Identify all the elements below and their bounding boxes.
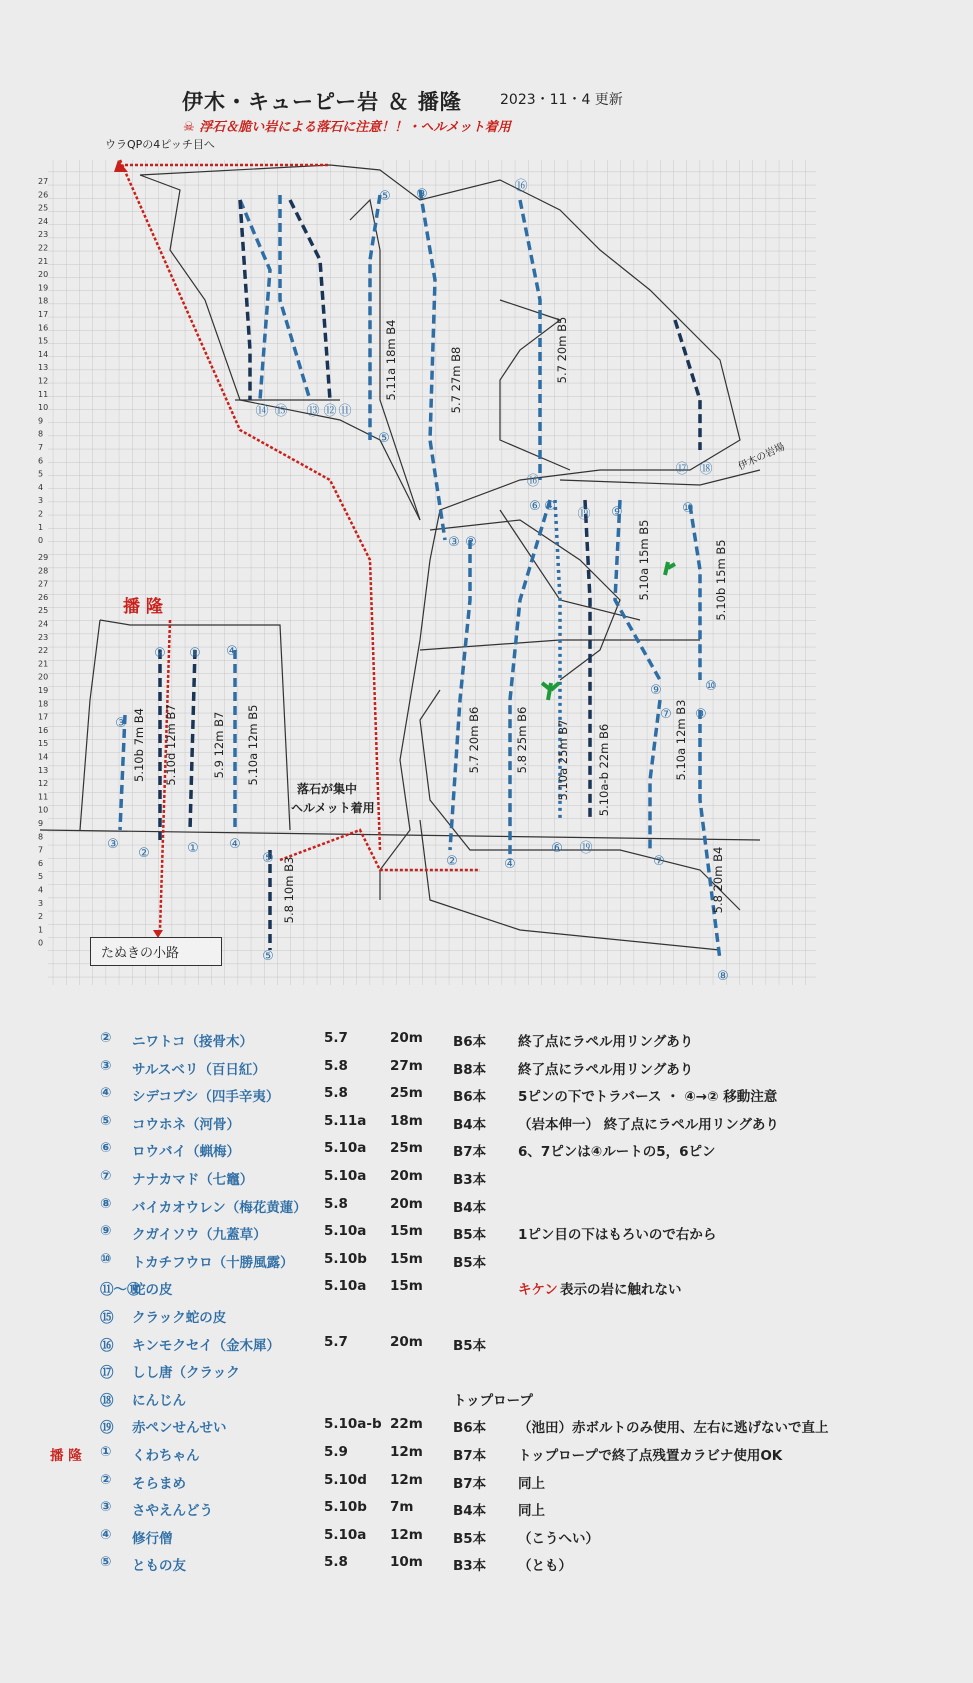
- legend-bolts: B3本: [453, 1558, 487, 1575]
- tanuki-trail-label: たぬきの小路: [90, 937, 222, 966]
- legend-row: [0, 1140, 973, 1164]
- marker-8: ⑧: [695, 707, 707, 722]
- legend-note: （池田）赤ボルトのみ使用、左右に逃げないで直上: [518, 1420, 829, 1437]
- legend-route-number: ②: [100, 1030, 112, 1046]
- axis-tick: 1: [38, 522, 44, 532]
- axis-tick: 2: [38, 912, 44, 922]
- legend-route-number: ③: [100, 1499, 112, 1516]
- legend-row: [0, 1361, 973, 1385]
- axis-tick: 8: [38, 429, 44, 439]
- axis-tick: 19: [38, 283, 49, 293]
- axis-tick: 4: [38, 482, 44, 492]
- legend-route-number: ②: [100, 1471, 112, 1488]
- legend-bolts: B6本: [453, 1034, 487, 1050]
- legend-row: [0, 1444, 973, 1468]
- legend-row: [0, 1472, 973, 1496]
- update-date: 2023・11・4 更新: [500, 92, 623, 108]
- legend-length: 12m: [390, 1526, 423, 1543]
- legend-route-name: ニワトコ（接骨木）: [132, 1034, 253, 1050]
- marker-3: ③: [416, 187, 428, 202]
- legend-route-number: ⑤: [100, 1112, 112, 1129]
- marker-19: ⑲: [577, 507, 591, 522]
- axis-tick: 16: [38, 725, 49, 735]
- axis-tick: 11: [38, 792, 49, 802]
- axis-tick: 10: [38, 805, 49, 815]
- axis-tick: 14: [38, 349, 49, 359]
- axis-tick: 26: [38, 592, 49, 602]
- route-grade-label: 5.11a 18m B4: [384, 319, 398, 401]
- h-marker-2b: ②: [138, 846, 150, 861]
- axis-tick: 23: [38, 230, 49, 240]
- legend-note: 同上: [518, 1503, 545, 1520]
- legend-grade: 5.8: [324, 1554, 348, 1571]
- legend-grade: 5.10a: [324, 1278, 367, 1295]
- legend-row: [0, 1251, 973, 1275]
- route-grade-label: 5.7 20m B5: [555, 316, 569, 384]
- axis-tick: 25: [38, 203, 49, 213]
- h-marker-1b: ①: [187, 841, 199, 856]
- h-marker-4: ④: [226, 644, 238, 659]
- legend-row: [0, 1085, 973, 1109]
- helmet-label: ヘルメット着用: [291, 801, 375, 815]
- legend-row: [0, 1499, 973, 1523]
- marker-2: ②: [465, 535, 477, 550]
- marker-8b: ⑧: [717, 969, 729, 984]
- legend-length: 27m: [390, 1057, 423, 1074]
- route-grade-label: 5.10a 12m B5: [246, 704, 260, 786]
- harutaka-label: 播 隆: [123, 597, 163, 617]
- axis-tick: 18: [38, 296, 49, 306]
- legend-route-name: 修行僧: [132, 1530, 173, 1547]
- legend-route-number: ③: [100, 1057, 112, 1074]
- legend-route-name: ナナカマド（七竈）: [132, 1172, 254, 1188]
- legend-grade: 5.8: [324, 1057, 348, 1074]
- h-marker-3: ③: [115, 716, 127, 731]
- marker-10: ⑩: [682, 501, 694, 516]
- legend-length: 15m: [390, 1223, 423, 1240]
- legend-grade: 5.8: [324, 1085, 348, 1102]
- marker-16b: ⑯: [526, 474, 540, 489]
- legend-bolts: B5本: [453, 1530, 487, 1547]
- axis-tick: 9: [38, 416, 44, 426]
- legend-length: 12m: [390, 1471, 423, 1488]
- legend-route-name: サルスベリ（百日紅）: [132, 1061, 266, 1078]
- legend-bolts: B7本: [453, 1475, 487, 1492]
- marker-7b: ⑦: [653, 854, 665, 869]
- legend-bolts: B3本: [453, 1172, 487, 1188]
- legend-note: 5ピンの下でトラバース ・ ④→② 移動注意: [518, 1089, 778, 1106]
- axis-tick: 5: [38, 469, 44, 479]
- legend-row: [0, 1223, 973, 1247]
- route-grade-label: 5.10a 12m B3: [674, 699, 688, 781]
- legend-route-number: ⑯: [100, 1337, 114, 1354]
- marker-18: ⑱: [699, 462, 713, 477]
- legend-route-number: ⑤: [100, 1554, 112, 1571]
- legend-note: 表示の岩に触れない: [560, 1282, 682, 1299]
- legend-route-number: ⑰: [100, 1365, 114, 1382]
- axis-tick: 22: [38, 243, 49, 253]
- route-grade-label: 5.10a 15m B5: [637, 519, 651, 601]
- legend-length: 15m: [390, 1278, 423, 1295]
- legend-bolts: B4本: [453, 1199, 487, 1216]
- axis-tick: 13: [38, 765, 49, 775]
- axis-tick: 26: [38, 190, 49, 200]
- legend-length: 20m: [390, 1030, 423, 1046]
- axis-tick: 7: [38, 443, 44, 452]
- route-grade-label: 5.10a-b 22m B6: [597, 723, 611, 817]
- legend-length: 10m: [390, 1554, 423, 1571]
- h-marker-4b: ④: [229, 837, 241, 852]
- legend-note: （岩本伸一） 終了点にラペル用リングあり: [518, 1116, 779, 1133]
- legend-row: [0, 1554, 973, 1578]
- axis-tick: 24: [38, 619, 49, 629]
- marker-15: ⑮: [274, 404, 288, 419]
- axis-tick: 0: [38, 938, 44, 948]
- marker-9: ⑨: [611, 505, 623, 520]
- legend-route-number: ①: [100, 1444, 112, 1460]
- legend-note: 1ピン目の下はもろいので右から: [518, 1227, 717, 1244]
- legend-route-number: ⑥: [100, 1140, 112, 1157]
- legend-grade: 5.10a-b: [324, 1416, 382, 1433]
- legend-route-name: くわちゃん: [132, 1448, 200, 1464]
- legend-route-name: シデコブシ（四手辛夷）: [132, 1089, 280, 1106]
- legend-grade: 5.11a: [324, 1112, 367, 1129]
- axis-tick: 17: [38, 310, 49, 319]
- legend-route-name: 蛇の皮: [132, 1282, 173, 1299]
- legend-route-name: クラック蛇の皮: [132, 1310, 227, 1326]
- axis-tick: 7: [38, 845, 44, 855]
- legend-grade: 5.8: [324, 1195, 348, 1212]
- legend-grade: 5.10a: [324, 1140, 367, 1157]
- legend-grade: 5.10a: [324, 1168, 367, 1184]
- marker-7: ⑦: [660, 707, 672, 722]
- route-grade-label: 5.8 10m B3: [282, 856, 296, 924]
- legend-route-name: ロウバイ（蝋梅）: [132, 1144, 240, 1161]
- marker-6: ⑥: [529, 499, 541, 514]
- legend-section: 播 隆: [50, 1448, 82, 1464]
- legend-row: [0, 1058, 973, 1082]
- marker-4: ④: [544, 499, 556, 514]
- legend-note: 終了点にラペル用リングあり: [518, 1061, 694, 1078]
- legend-note: トップロープで終了点残置カラビナ使用OK: [518, 1448, 783, 1464]
- legend-bolts: トップロープ: [453, 1392, 533, 1409]
- legend-bolts: B5本: [453, 1337, 487, 1354]
- marker-4b: ④: [504, 857, 516, 872]
- legend-length: 25m: [390, 1140, 423, 1157]
- axis-tick: 19: [38, 686, 49, 695]
- axis-tick: 4: [38, 885, 44, 895]
- legend-route-number: ⑦: [100, 1168, 112, 1184]
- marker-14: ⑭: [255, 404, 269, 419]
- page-title: 伊木・キューピー岩 ＆ 播隆: [182, 90, 462, 114]
- lower-axis: [38, 553, 48, 948]
- legend-grade: 5.7: [324, 1333, 348, 1350]
- h-marker-1: ①: [189, 646, 201, 661]
- legend-bolts: B4本: [453, 1116, 487, 1133]
- legend-route-name: しし唐（クラック: [132, 1365, 240, 1382]
- marker-11: ⑪: [338, 404, 352, 419]
- axis-tick: 5: [38, 872, 44, 882]
- route-grade-label: 5.8 20m B4: [711, 846, 725, 914]
- axis-tick: 27: [38, 579, 49, 589]
- h-marker-5: ⑤: [262, 851, 274, 866]
- legend-bolts: B7本: [453, 1144, 487, 1161]
- legend-route-number: ④: [100, 1085, 112, 1102]
- h-marker-5b: ⑤: [262, 949, 274, 964]
- axis-tick: 0: [38, 536, 44, 546]
- legend-length: 18m: [390, 1112, 423, 1129]
- marker-16: ⑯: [514, 179, 528, 194]
- legend-row: [0, 1416, 973, 1440]
- legend-row: [0, 1527, 973, 1551]
- rockfall-label: 落石が集中: [297, 782, 358, 796]
- marker-17: ⑰: [675, 462, 689, 477]
- axis-tick: 6: [38, 456, 44, 466]
- marker-3b: ③: [448, 535, 460, 550]
- legend-grade: 5.10b: [324, 1499, 367, 1516]
- legend-bolts: B8本: [453, 1061, 487, 1078]
- route-grade-label: 5.10d 12m B7: [164, 704, 178, 786]
- axis-tick: 25: [38, 606, 49, 616]
- legend-row: [0, 1113, 973, 1137]
- legend-route-name: バイカオウレン（梅花黄蓮）: [132, 1199, 307, 1216]
- axis-tick: 13: [38, 363, 49, 373]
- axis-tick: 6: [38, 858, 44, 868]
- warning-text: 浮石＆脆い岩による落石に注意！！・ヘルメット着用: [199, 120, 511, 135]
- legend-grade: 5.10a: [324, 1526, 367, 1543]
- legend-route-number: ⑮: [100, 1310, 114, 1326]
- marker-13: ⑬: [306, 404, 320, 419]
- axis-tick: 11: [38, 389, 49, 399]
- legend-grade: 5.10a: [324, 1223, 367, 1240]
- axis-tick: 27: [38, 177, 49, 186]
- legend-bolts: B6本: [453, 1420, 487, 1437]
- legend-length: 7m: [390, 1499, 414, 1516]
- h-marker-2: ②: [154, 646, 166, 661]
- legend-bolts: B5本: [453, 1254, 487, 1271]
- legend-bolts: B7本: [453, 1448, 487, 1464]
- legend-row: [0, 1278, 973, 1302]
- marker-19b: ⑲: [579, 841, 593, 856]
- legend-route-name: トカチフウロ（十勝風露）: [132, 1254, 294, 1271]
- legend-row: [0, 1168, 973, 1192]
- axis-tick: 2: [38, 509, 44, 519]
- axis-tick: 24: [38, 216, 49, 226]
- axis-tick: 3: [38, 898, 44, 908]
- legend-row: [0, 1389, 973, 1413]
- axis-tick: 21: [38, 256, 49, 266]
- legend-grade: 5.7: [324, 1030, 348, 1046]
- axis-tick: 16: [38, 323, 49, 333]
- axis-tick: 3: [38, 496, 44, 506]
- legend-note: （こうへい）: [518, 1530, 599, 1547]
- legend-route-name: 赤ペンせんせい: [132, 1420, 227, 1437]
- legend-length: 15m: [390, 1250, 423, 1267]
- marker-2b: ②: [446, 854, 458, 869]
- iki-iwaba-label: 伊木の岩場: [736, 441, 787, 473]
- legend-grade: 5.10d: [324, 1471, 367, 1488]
- legend-bolts: B6本: [453, 1089, 487, 1106]
- legend-bolts: B4本: [453, 1503, 487, 1520]
- route-grade-label: 5.10b 15m B5: [714, 539, 728, 621]
- legend-warning: キケン: [518, 1282, 558, 1299]
- legend-route-name: さやえんどう: [132, 1503, 213, 1520]
- axis-tick: 20: [38, 672, 49, 682]
- axis-tick: 23: [38, 632, 49, 642]
- marker-9b: ⑨: [650, 683, 662, 698]
- legend-bolts: B5本: [453, 1227, 487, 1244]
- topo-label-p4: ウラQPの4ピッチ目へ: [105, 138, 215, 151]
- legend-route-number: ⑱: [100, 1392, 114, 1409]
- legend-length: 20m: [390, 1168, 423, 1184]
- legend-route-number: ⑩: [100, 1250, 112, 1267]
- legend-route-name: コウホネ（河骨）: [132, 1116, 240, 1133]
- legend-route-name: にんじん: [132, 1392, 186, 1409]
- marker-12: ⑫: [323, 404, 337, 419]
- route-grade-label: 5.10a 25m B7: [556, 719, 570, 801]
- h-marker-3b: ③: [107, 837, 119, 852]
- legend-route-number: ⑧: [100, 1195, 112, 1212]
- axis-tick: 12: [38, 779, 49, 789]
- legend-route-number: ⑲: [100, 1420, 114, 1437]
- legend-row: [0, 1334, 973, 1358]
- axis-tick: 22: [38, 646, 49, 656]
- legend-route-number: ⑪～⑭: [100, 1282, 141, 1299]
- axis-tick: 21: [38, 659, 49, 669]
- legend-route-name: キンモクセイ（金木犀）: [132, 1337, 280, 1354]
- axis-tick: 15: [38, 739, 49, 749]
- axis-tick: 28: [38, 566, 49, 576]
- legend-route-number: ④: [100, 1526, 112, 1543]
- route-grade-label: 5.7 20m B6: [467, 706, 481, 774]
- legend-grade: 5.10b: [324, 1250, 367, 1267]
- axis-tick: 1: [38, 925, 44, 935]
- legend-row: [0, 1196, 973, 1220]
- axis-tick: 17: [38, 712, 49, 722]
- axis-tick: 10: [38, 403, 49, 413]
- route-grade-label: 5.8 25m B6: [515, 706, 529, 774]
- route-grade-label: 5.9 12m B7: [212, 711, 226, 779]
- axis-tick: 18: [38, 699, 49, 709]
- legend-route-name: ともの友: [132, 1558, 186, 1575]
- marker-5b: ⑤: [378, 431, 390, 446]
- legend-note: （とも）: [518, 1558, 572, 1575]
- warning-icon: ☠: [183, 120, 200, 135]
- legend-length: 25m: [390, 1085, 423, 1102]
- legend-note: 6、7ピンは④ルートの5，6ピン: [518, 1144, 716, 1161]
- route-grade-label: 5.10b 7m B4: [132, 708, 146, 782]
- legend-length: 20m: [390, 1195, 423, 1212]
- legend-note: 終了点にラペル用リングあり: [518, 1034, 694, 1050]
- axis-tick: 20: [38, 270, 49, 280]
- legend-row: [0, 1030, 973, 1054]
- upper-axis: [38, 177, 48, 545]
- marker-5: ⑤: [379, 189, 391, 204]
- legend-row: [0, 1306, 973, 1330]
- legend-route-name: そらまめ: [132, 1475, 186, 1492]
- legend-route-name: クガイソウ（九蓋草）: [132, 1227, 267, 1244]
- legend-route-number: ⑨: [100, 1223, 112, 1240]
- axis-tick: 15: [38, 336, 49, 346]
- marker-6b: ⑥: [551, 841, 563, 856]
- legend-grade: 5.9: [324, 1444, 348, 1460]
- legend-length: 20m: [390, 1333, 423, 1350]
- legend-length: 22m: [390, 1416, 423, 1433]
- axis-tick: 29: [38, 553, 49, 562]
- axis-tick: 12: [38, 376, 49, 386]
- marker-10b: ⑩: [705, 679, 717, 694]
- legend-note: 同上: [518, 1475, 545, 1492]
- legend-length: 12m: [390, 1444, 423, 1460]
- route-grade-label: 5.7 27m B8: [449, 346, 463, 414]
- axis-tick: 8: [38, 832, 44, 842]
- axis-tick: 9: [38, 819, 44, 828]
- axis-tick: 14: [38, 752, 49, 762]
